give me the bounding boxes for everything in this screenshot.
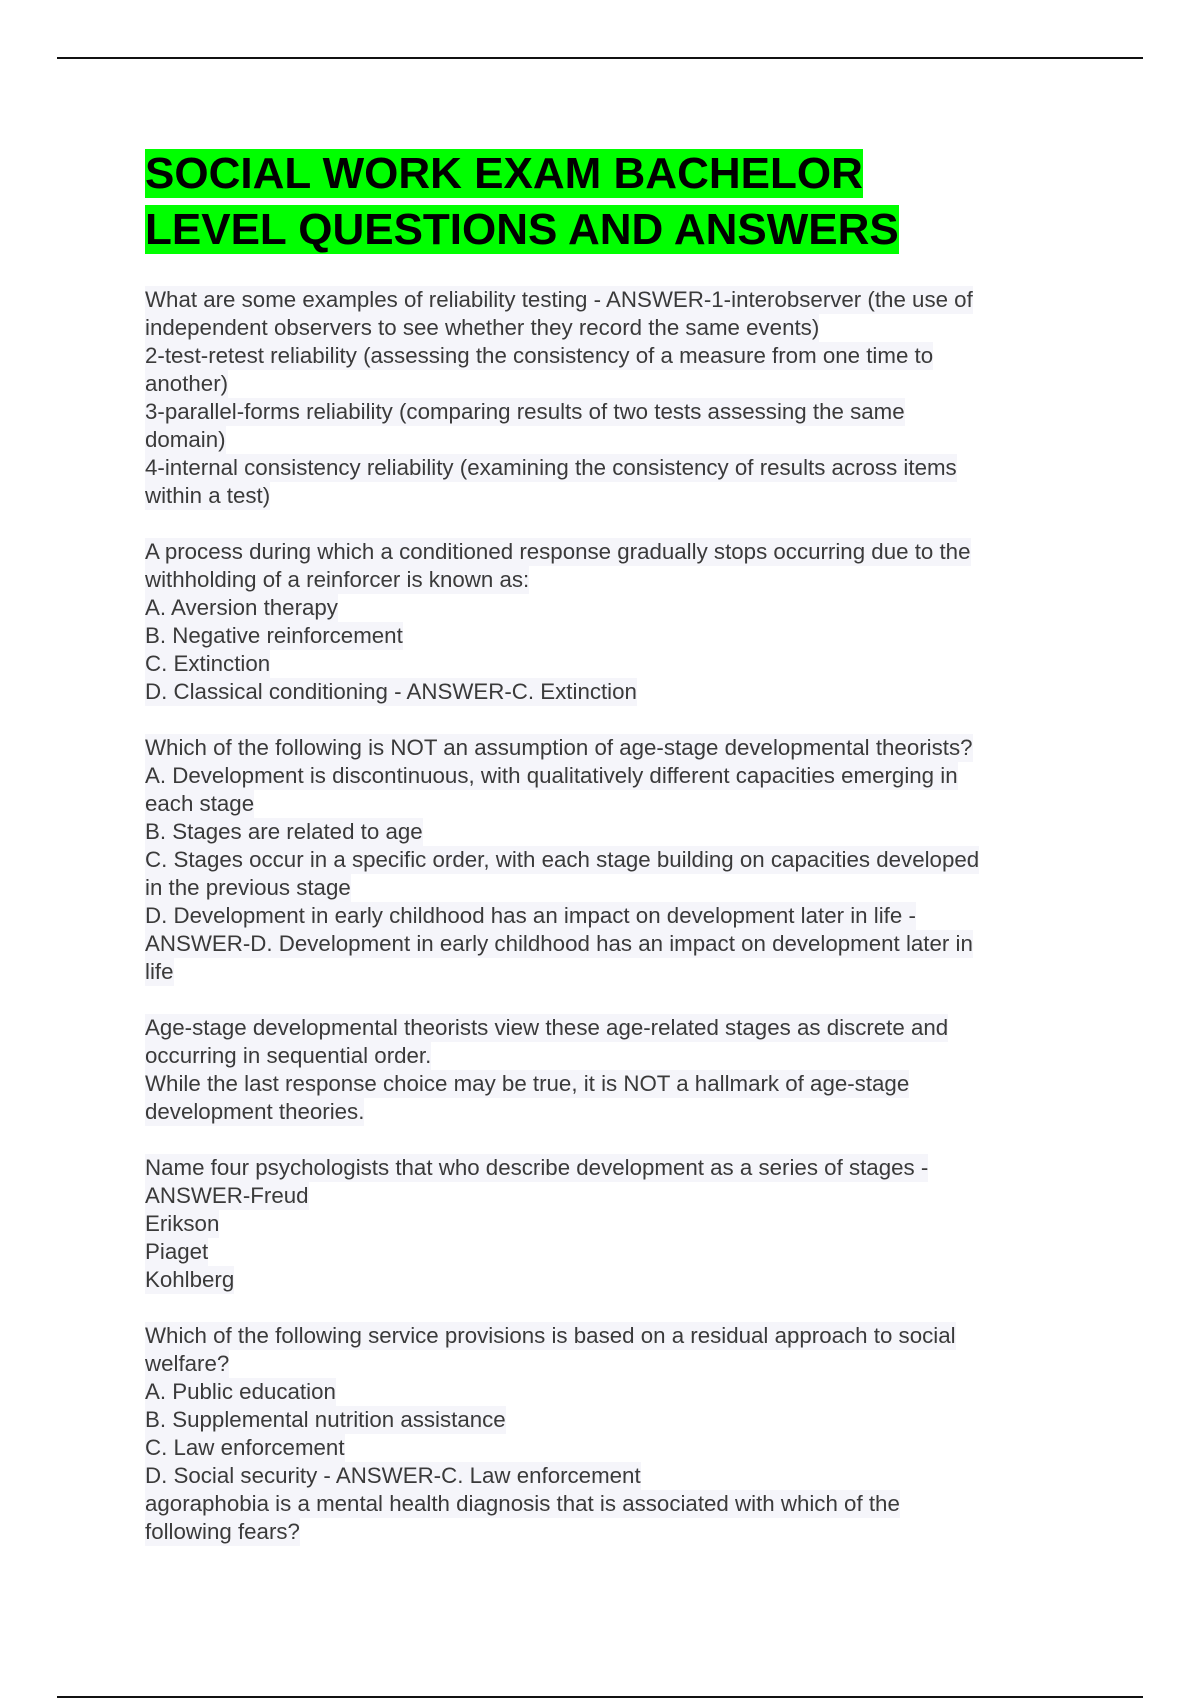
text-line: Kohlberg — [145, 1267, 235, 1292]
qa-block — [145, 1154, 1065, 1294]
document-body — [145, 146, 1065, 1574]
text-line: within a test) — [145, 483, 271, 508]
text-line: A. Aversion therapy — [145, 595, 338, 620]
text-line: following fears? — [145, 1519, 300, 1544]
qa-list — [145, 286, 1065, 1546]
text-line: B. Negative reinforcement — [145, 623, 403, 648]
text-line: What are some examples of reliability testing - ANSWER-1-interobserver (the use of — [145, 287, 973, 312]
text-line: Which of the following service provisions is based on a residual approach to social — [145, 1323, 956, 1348]
text-line: 2-test-retest reliability (assessing the consistency of a measure from one time to — [145, 343, 934, 368]
qa-block — [145, 734, 1065, 986]
text-line: another) — [145, 371, 229, 396]
qa-block — [145, 286, 1065, 510]
text-line: A. Development is discontinuous, with qualitatively different capacities emerging in — [145, 763, 958, 788]
text-line: occurring in sequential order. — [145, 1043, 432, 1068]
text-line: While the last response choice may be true, it is NOT a hallmark of age-stage — [145, 1071, 910, 1096]
text-line: each stage — [145, 791, 255, 816]
text-line: Age-stage developmental theorists view these age-related stages as discrete and — [145, 1015, 949, 1040]
text-line: ANSWER-Freud — [145, 1183, 309, 1208]
qa-block — [145, 538, 1065, 706]
text-line: A process during which a conditioned response gradually stops occurring due to the — [145, 539, 971, 564]
text-line: life — [145, 959, 174, 984]
qa-block — [145, 1014, 1065, 1126]
text-line: C. Extinction — [145, 651, 271, 676]
text-line: C. Stages occur in a specific order, with each stage building on capacities developed — [145, 847, 980, 872]
header-rule — [57, 57, 1143, 59]
text-line: A. Public education — [145, 1379, 336, 1404]
text-line: D. Development in early childhood has an impact on development later in life - — [145, 903, 916, 928]
document-title — [145, 146, 1065, 258]
text-line: 3-parallel-forms reliability (comparing results of two tests assessing the same — [145, 399, 905, 424]
text-line: in the previous stage — [145, 875, 351, 900]
text-line: B. Stages are related to age — [145, 819, 423, 844]
text-line: development theories. — [145, 1099, 365, 1124]
text-line: Name four psychologists that who describe development as a series of stages - — [145, 1155, 929, 1180]
text-line: C. Law enforcement — [145, 1435, 345, 1460]
text-line: withholding of a reinforcer is known as: — [145, 567, 530, 592]
text-line: Piaget — [145, 1239, 209, 1264]
footer-rule — [57, 1696, 1143, 1698]
text-line: agoraphobia is a mental health diagnosis that is associated with which of the — [145, 1491, 900, 1516]
title-line: SOCIAL WORK EXAM BACHELOR — [145, 149, 863, 198]
text-line: D. Classical conditioning - ANSWER-C. Extinction — [145, 679, 637, 704]
text-line: independent observers to see whether they record the same events) — [145, 315, 820, 340]
text-line: welfare? — [145, 1351, 230, 1376]
text-line: Which of the following is NOT an assumption of age-stage developmental theorists? — [145, 735, 973, 760]
text-line: B. Supplemental nutrition assistance — [145, 1407, 506, 1432]
title-line: LEVEL QUESTIONS AND ANSWERS — [145, 205, 899, 254]
qa-block — [145, 1322, 1065, 1546]
text-line: domain) — [145, 427, 226, 452]
text-line: Erikson — [145, 1211, 220, 1236]
text-line: D. Social security - ANSWER-C. Law enforcement — [145, 1463, 641, 1488]
text-line: ANSWER-D. Development in early childhood has an impact on development later in — [145, 931, 973, 956]
text-line: 4-internal consistency reliability (examining the consistency of results across items — [145, 455, 957, 480]
